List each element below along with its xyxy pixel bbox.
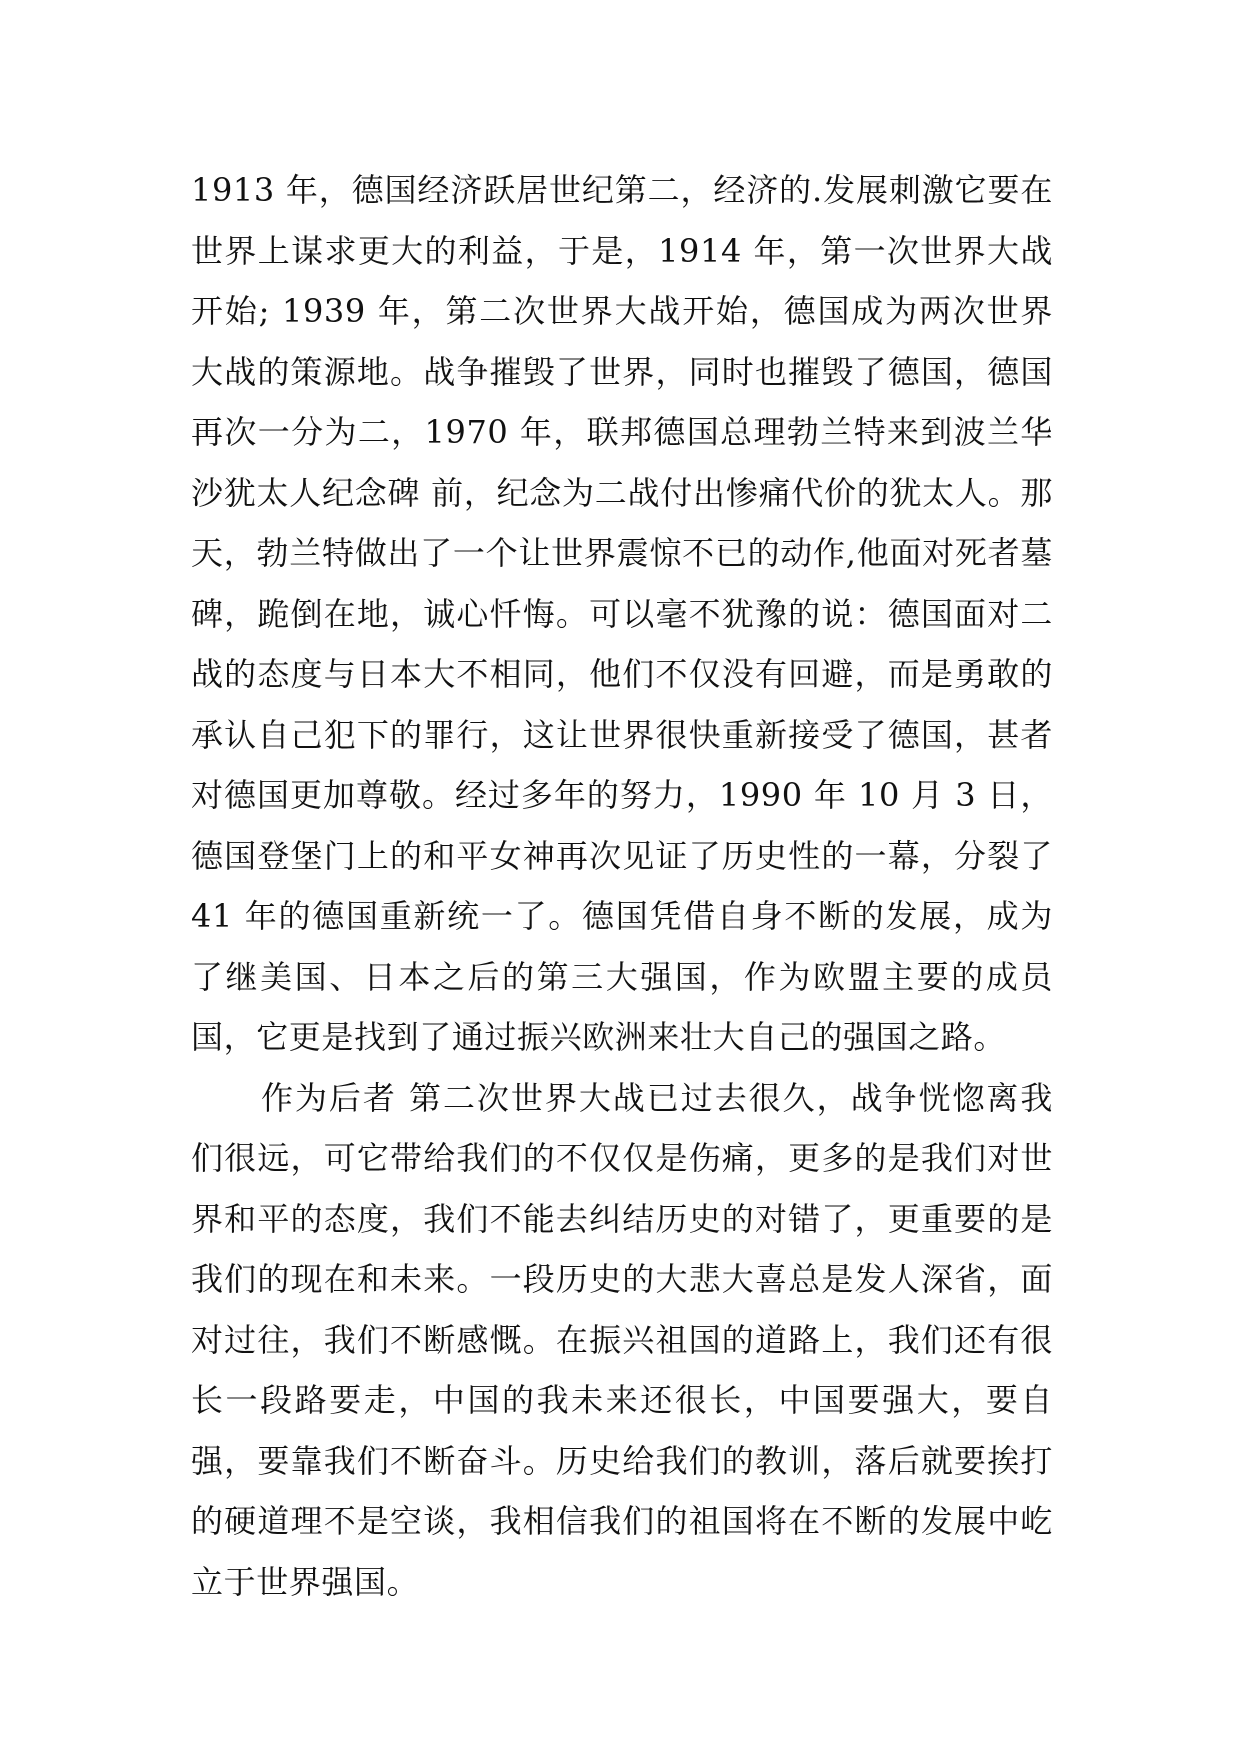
- document-body: [191, 160, 1053, 1612]
- paragraph-germany-history: 1913 年，德国经济跃居世纪第二，经济的.发展刺激它要在世界上谋求更大的利益，于是，1914 年，第一次世界大战开始; 1939 年，第二次世界大战开始，德国成为两次世界大战的策源地。战争摧毁了世界，同时也摧毁了德国，德国再次一分为二，1970 年，联邦德国总理勃兰特来到波兰华沙犹太人纪念碑 前，纪念为二战付出惨痛代价的犹太人。那天，勃兰特做出了一个让世界震惊不已的动作,他面对死者墓碑，跪倒在地，诚心忏悔。可以毫不犹豫的说：德国面对二战的态度与日本大不相同，他们不仅没有回避，而是勇敢的承认自己犯下的罪行，这让世界很快重新接受了德国，甚者对德国更加尊敬。经过多年的努力，1990 年 10 月 3 日，德国登堡门上的和平女神再次见证了历史性的一幕，分裂了 41 年的德国重新统一了。德国凭借自身不断的发展，成为了继美国、日本之后的第三大强国，作为欧盟主要的成员国，它更是找到了通过振兴欧洲来壮大自己的强国之路。: [191, 171, 1053, 1056]
- paragraph-reflection: 作为后者 第二次世界大战已过去很久，战争恍惚离我们很远，可它带给我们的不仅仅是伤痛，更多的是我们对世界和平的态度，我们不能去纠结历史的对错了，更重要的是我们的现在和未来。一段历史的大悲大喜总是发人深省，面对过往，我们不断感慨。在振兴祖国的道路上，我们还有很长一段路要走，中国的我未来还很长，中国要强大，要自强，要靠我们不断奋斗。历史给我们的教训，落后就要挨打的硬道理不是空谈，我相信我们的祖国将在不断的发展中屹立于世界强国。: [191, 1078, 1053, 1601]
